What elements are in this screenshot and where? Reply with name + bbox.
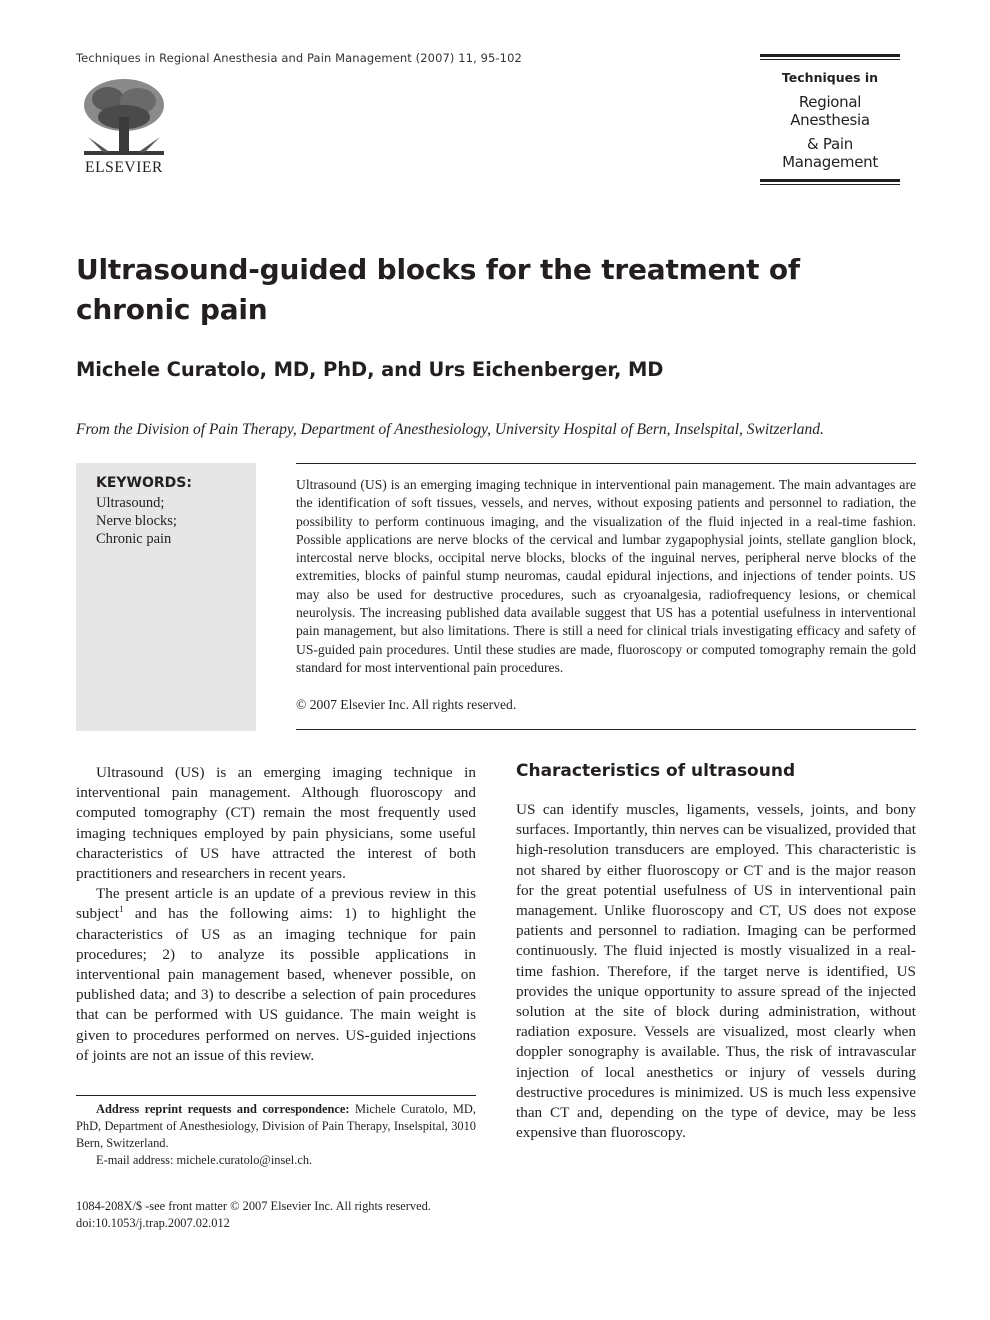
affiliation: From the Division of Pain Therapy, Department of Anesthesiology, University Hospital of Bern, Inselspital, Switzerland.: [76, 421, 824, 438]
masthead-rule-bottom: [760, 179, 900, 182]
intro-paragraph-1: Ultrasound (US) is an emerging imaging technique in interventional pain management. Although fluoroscopy and computed tomography (CT) remain the most frequently used imaging techniques employed by pain physicians, some useful characteristics of US have attracted the interest of both practitioners and researchers in recent years.: [76, 764, 476, 883]
authors: Michele Curatolo, MD, PhD, and Urs Eichenberger, MD: [76, 358, 664, 381]
correspondence-label: Address reprint requests and correspondence:: [96, 1102, 350, 1116]
abstract-text: Ultrasound (US) is an emerging imaging technique in interventional pain management. The main advantages are the identification of soft tissues, vessels, and nerves, without exposing patients and personnel to radiation, the possibility to perform continuous imaging, and the visualization of the fluid injected in a real-time fashion. Possible applications are nerve blocks of the cervical and lumbar zygapophysial joints, stellate ganglion block, intercostal nerve blocks, occipital nerve blocks, blocks of the inguinal nerves, peripheral nerve blocks of the extremities, blocks of painful stump neuromas, caudal epidural injections, and injections of tender points. US may also be used for destructive procedures, such as cryoanalgesia, radiofrequency lesions, or chemical neurolysis. The increasing published data available suggest that US has a potential usefulness in interventional pain management, but also limitations. There is still a need for clinical trials investigating efficacy and safety of US-guided pain procedures. Until these studies are made, fluoroscopy or computed tomography remain the gold standard for most interventional pain procedures.: [296, 477, 916, 675]
running-head: Techniques in Regional Anesthesia and Pain Management (2007) 11, 95-102: [76, 51, 522, 65]
issn-line: 1084-208X/$ -see front matter © 2007 Elsevier Inc. All rights reserved.: [76, 1199, 431, 1213]
publisher-logo-text: ELSEVIER: [85, 159, 163, 176]
masthead-rule-top-thin: [760, 59, 900, 60]
abstract-rule-bottom: [296, 729, 916, 730]
abstract-rule-top: [296, 463, 916, 464]
keyword-item: Nerve blocks;: [96, 513, 177, 529]
keyword-item: Ultrasound;: [96, 495, 165, 511]
issn-doi-block: [76, 1198, 496, 1232]
journal-masthead: [760, 54, 900, 185]
intro-paragraph-2-text-a: The present article is an update of a previous review in this subject: [76, 885, 476, 923]
masthead-line-1: Techniques in: [781, 70, 879, 85]
keyword-item: Chronic pain: [96, 531, 172, 547]
masthead-rule-bottom-thin: [760, 184, 900, 185]
correspondence-address: [76, 1101, 476, 1152]
abstract-copyright: © 2007 Elsevier Inc. All rights reserved.: [296, 697, 517, 712]
masthead-line-2: Regional Anesthesia: [790, 93, 870, 129]
article-title-line-2: chronic pain: [76, 293, 268, 326]
correspondence-footnote: [76, 1101, 476, 1169]
reference-marker: 1: [119, 904, 124, 915]
body-left-column: [76, 763, 476, 1066]
correspondence-email: E-mail address: michele.curatolo@insel.ch.: [96, 1153, 313, 1167]
body-right-column: [516, 800, 916, 1143]
correspondence-address-text: Michele Curatolo, MD, PhD, Department of Anesthesiology, Division of Pain Therapy, Inselspital, 3010 Bern, Switzerland.: [76, 1102, 476, 1150]
masthead-line-3: & Pain Management: [782, 135, 878, 171]
section-heading: Characteristics of ultrasound: [516, 761, 796, 781]
keywords-label: KEYWORDS:: [96, 475, 192, 491]
footnote-rule: [76, 1095, 476, 1096]
intro-paragraph-2-text-b: and has the following aims: 1) to highlight the characteristics of US as an imaging technique for pain procedures; 2) to analyze its possible applications in interventional pain management based, whenever possible, on published data; and 3) to describe a selection of pain procedures that can be performed with US guidance. The main weight is given to procedures performed on nerves. US-guided injections of joints are not an issue of this review.: [76, 905, 476, 1064]
article-title-line-1: Ultrasound-guided blocks for the treatment of: [76, 253, 800, 286]
section-paragraph-1: US can identify muscles, ligaments, vessels, joints, and bony surfaces. Importantly, thin nerves can be visualized, provided that high-resolution transducers are employed. This characteristic is not shared by either fluoroscopy or CT and is the major reason for the great potential usefulness of US in interventional pain management. Unlike fluoroscopy and CT, US does not expose patients and personnel to radiation. Imaging can be performed continuously. The fluid injected is mostly visualized in a real-time fashion. Therefore, if the target nerve is identified, US provides the unique opportunity to assure spread of the injected solution at the site of block during administration, without radiation exposure. Vessels are visualized, most clearly when doppler sonography is available. Thus, the risk of intravascular injection of local anesthetics or injury of vessels during destructive procedures is minimized. US is much less expensive than CT and, depending on the type of device, may be less expensive than fluoroscopy.: [516, 801, 916, 1142]
article-title: [76, 250, 836, 330]
doi-line: doi:10.1053/j.trap.2007.02.012: [76, 1216, 230, 1230]
intro-paragraph-2: [76, 884, 476, 1066]
masthead-rule-top: [760, 54, 900, 57]
